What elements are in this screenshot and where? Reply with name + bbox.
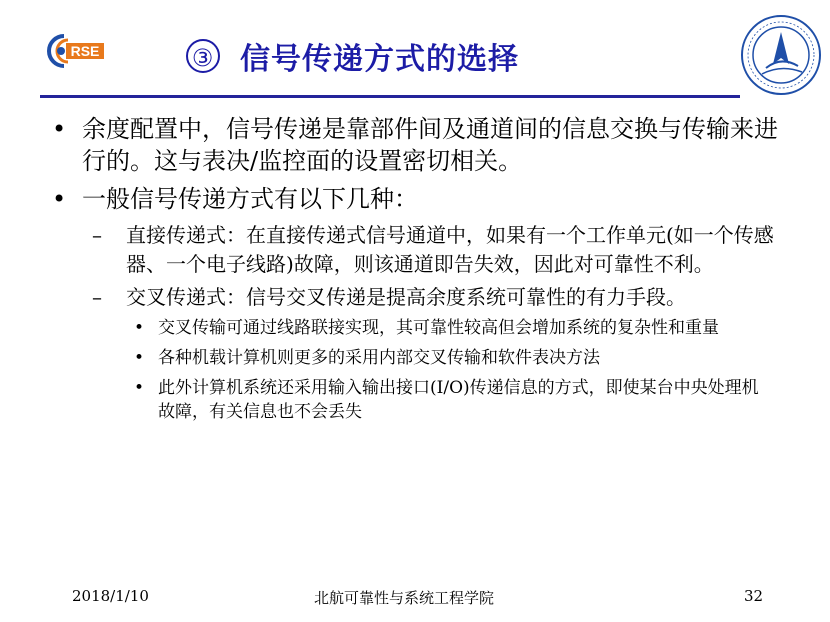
slide-body bbox=[52, 113, 782, 430]
bullet-dot: • bbox=[52, 115, 67, 143]
bullet-level1 bbox=[52, 183, 782, 215]
bullet-small-dot: • bbox=[134, 348, 145, 368]
title-number: ③ bbox=[186, 39, 220, 73]
bullet-dot: • bbox=[52, 185, 67, 213]
university-seal-logo bbox=[740, 14, 822, 96]
rse-logo bbox=[44, 30, 106, 72]
title-text: 信号传递方式的选择 bbox=[240, 42, 519, 77]
bullet-small-dot: • bbox=[134, 318, 145, 338]
bullet-level1 bbox=[52, 113, 782, 177]
bullet-level2 bbox=[92, 283, 782, 312]
bullet-text: 交叉传输可通过线路联接实现，其可靠性较高但会增加系统的复杂性和重量 bbox=[158, 318, 719, 338]
footer-date: 2018/1/10 bbox=[72, 587, 149, 605]
bullet-text: 余度配置中，信号传递是靠部件间及通道间的信息交换与传输来进行的。这与表决/监控面的设置密切相关。 bbox=[82, 115, 778, 175]
bullet-text: 各种机载计算机则更多的采用内部交叉传输和软件表决方法 bbox=[158, 348, 600, 368]
title-divider bbox=[40, 95, 740, 98]
bullet-small-dot: • bbox=[134, 378, 145, 398]
rse-logo-text: RSE bbox=[70, 43, 100, 59]
bullet-dash: – bbox=[92, 223, 102, 247]
bullet-text: 一般信号传递方式有以下几种： bbox=[82, 185, 418, 213]
footer-school: 北航可靠性与系统工程学院 bbox=[314, 589, 495, 607]
bullet-level2 bbox=[92, 221, 782, 279]
bullet-text: 交叉传递式：信号交叉传递是提高余度系统可靠性的有力手段。 bbox=[126, 285, 686, 309]
bullet-level3 bbox=[134, 346, 774, 370]
bullet-level3 bbox=[134, 316, 774, 340]
bullet-level3 bbox=[134, 376, 774, 424]
footer-page-number: 32 bbox=[744, 587, 764, 605]
bullet-text: 此外计算机系统还采用输入输出接口(I/O)传递信息的方式，即使某台中央处理机故障，有关信息也不会丢失 bbox=[158, 378, 759, 422]
bullet-text: 直接传递式：在直接传递式信号通道中，如果有一个工作单元(如一个传感器、一个电子线路)故障，则该通道即告失效，因此对可靠性不利。 bbox=[126, 223, 774, 276]
bullet-dash: – bbox=[92, 285, 102, 309]
slide-title bbox=[186, 34, 519, 78]
